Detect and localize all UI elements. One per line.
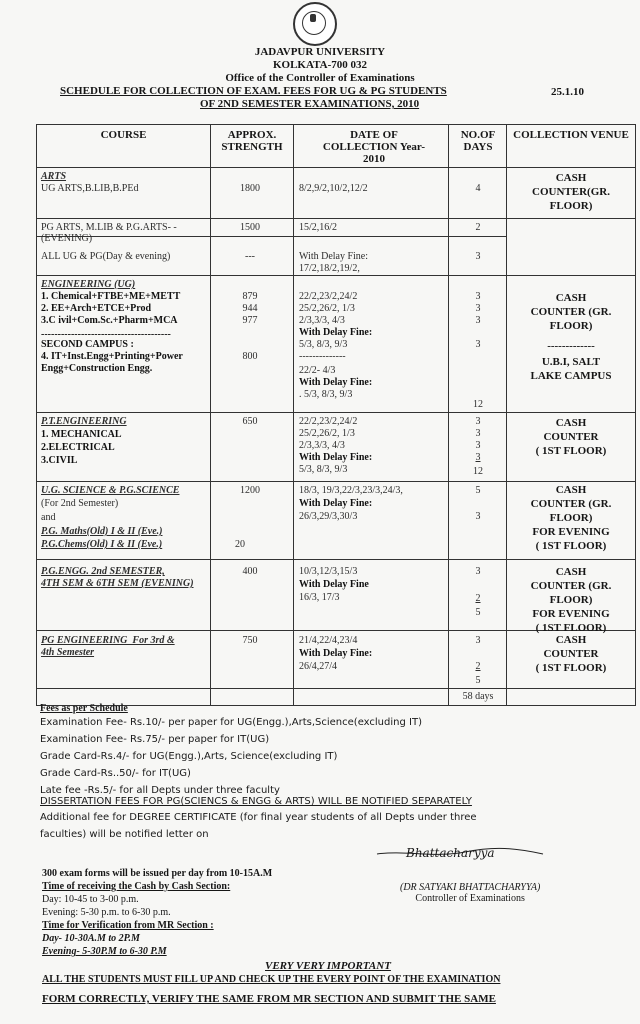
pg-maths-old: P.G. Maths(Old) I & II (Eve.) <box>41 526 163 537</box>
pg-eng34-strength: 750 <box>242 635 258 646</box>
pg-eng34-dates1: 21/4,22/4,23/4 <box>299 635 358 646</box>
col-date-header: DATE OF COLLECTION Year-2010 <box>322 129 426 165</box>
pt-row3: 3.CIVIL <box>41 455 78 466</box>
pg-eng34-total: 5 <box>475 675 481 686</box>
all-ug-pg-strength: --- <box>245 251 255 262</box>
pt-heading: P.T.ENGINEERING <box>41 416 127 427</box>
science-and: and <box>41 512 56 523</box>
eng-ug-row4b: Engg+Construction Engg. <box>41 363 153 374</box>
science-dates1: 18/3, 19/3,22/3,23/3,24/3, <box>299 485 403 496</box>
ug-arts-dates: 8/2,9/2,10/2,12/2 <box>299 183 368 194</box>
pg-engg-strength: 400 <box>242 566 258 577</box>
eng-ug-dates5: 22/2- 4/3 <box>299 365 336 376</box>
fee-line-2: Examination Fee- Rs.75/- per paper for IT(UG) <box>40 734 270 745</box>
verification-heading: Time for Verification from MR Section : <box>42 920 214 931</box>
eng-ug-strength1: 879 <box>242 291 258 302</box>
eng-ug-separator: --------------------------------------- <box>41 329 171 340</box>
pg-engg-total: 5 <box>475 607 481 618</box>
pg-engg-heading1: P.G.ENGG. 2nd SEMESTER, <box>41 566 165 577</box>
eng-ug-total-days: 12 <box>473 399 483 410</box>
eng-ug-dates3: 2/3,3/3, 4/3 <box>299 315 345 326</box>
grand-total-days: 58 days <box>462 691 494 702</box>
pg-engg-dates1: 10/3,12/3,15/3 <box>299 566 358 577</box>
eng-ug-row2: 2. EE+Arch+ETCE+Prod <box>41 303 152 314</box>
eng-ug-delay2-label: With Delay Fine: <box>299 377 373 388</box>
ug-arts-days: 4 <box>475 183 481 194</box>
pg-arts-course: PG ARTS, M.LIB & P.G.ARTS- - <box>41 222 177 233</box>
pg-eng34-heading1: PG ENGINEERING For 3rd & <box>41 635 175 646</box>
eng-ug-row1: 1. Chemical+FTBE+ME+METT <box>41 291 181 302</box>
schedule-title: SCHEDULE FOR COLLECTION OF EXAM. FEES FOR UG & PG STUDENTS <box>60 85 447 97</box>
schedule-table <box>36 124 636 706</box>
eng-ug-dates2: 25/2,26/2, 1/3 <box>299 303 355 314</box>
verification-day: Day- 10-30A.M to 2P.M <box>42 933 140 944</box>
important-heading: VERY VERY IMPORTANT <box>265 960 391 972</box>
eng-ug-venue2: U.B.I, SALT LAKE CAMPUS <box>530 356 612 382</box>
all-delay-dates: 17/2,18/2,19/2, <box>299 263 360 274</box>
pt-row1: 1. MECHANICAL <box>41 429 122 440</box>
pg-engg-days2: 2 <box>475 593 481 604</box>
office-line: Office of the Controller of Examinations <box>225 72 415 84</box>
all-ug-pg-course: ALL UG & PG(Day & evening) <box>41 251 171 262</box>
eng-ug-delay-dates: 5/3, 8/3, 9/3 <box>299 339 348 350</box>
eng-ug-dates6: . 5/3, 8/3, 9/3 <box>299 389 353 400</box>
fee-line-8: faculties) will be notified letter on <box>40 829 209 840</box>
cash-day-time: Day: 10-45 to 3-00 p.m. <box>42 894 139 905</box>
pt-days2: 3 <box>475 428 481 439</box>
pt-venue: CASH COUNTER ( 1ST FLOOR) <box>535 417 607 457</box>
second-campus-label: SECOND CAMPUS : <box>41 339 134 350</box>
schedule-subtitle: OF 2ND SEMESTER EXAMINATIONS, 2010 <box>200 98 420 110</box>
pt-dates2: 25/2,26/2, 1/3 <box>299 428 355 439</box>
eng-ug-days3: 3 <box>475 315 481 326</box>
eng-ug-delay-label: With Delay Fine: <box>299 327 373 338</box>
pt-days3: 3 <box>475 440 481 451</box>
science-venue: CASH COUNTER (GR. FLOOR) FOR EVENING ( 1ST FLOOR) <box>530 484 612 552</box>
notice-date: 25.1.10 <box>551 86 584 98</box>
pt-row2: 2.ELECTRICAL <box>41 442 115 453</box>
pg-chems-old: P.G.Chems(Old) I & II (Eve.) <box>41 539 163 550</box>
university-name: JADAVPUR UNIVERSITY <box>254 46 386 58</box>
all-delay-label: With Delay Fine: <box>299 251 369 262</box>
cash-evening-time: Evening: 5-30 p.m. to 6-30 p.m. <box>42 907 171 918</box>
fee-line-4: Grade Card-Rs..50/- for IT(UG) <box>40 768 191 779</box>
science-days1: 5 <box>475 485 481 496</box>
arts-venue: CASH COUNTER(GR. FLOOR) <box>532 172 610 212</box>
pg-eng34-delay-label: With Delay Fine: <box>299 648 373 659</box>
university-seal-logo <box>293 2 337 46</box>
col-days-header: NO.OF DAYS <box>460 129 496 153</box>
eng-ug-row4: 4. IT+Inst.Engg+Printing+Power <box>41 351 183 362</box>
eng-ug-dates1: 22/2,23/2,24/2 <box>299 291 358 302</box>
fee-line-5: Late fee -Rs.5/- for all Depts under three faculty <box>40 785 280 796</box>
science-strength: 1200 <box>240 485 260 496</box>
pg-eng34-heading2: 4th Semester <box>41 647 95 658</box>
fill-instruction: ALL THE STUDENTS MUST FILL UP AND CHECK UP THE EVERY POINT OF THE EXAMINATION <box>42 974 501 985</box>
science-delay-label: With Delay Fine: <box>299 498 373 509</box>
city-line: KOLKATA-700 032 <box>272 59 367 71</box>
eng-ug-days4: 3 <box>475 339 481 350</box>
signature: Bhattacharyya <box>406 846 495 860</box>
pg-arts-evening: (EVENING) <box>41 233 93 244</box>
arts-heading: ARTS <box>41 171 67 182</box>
eng-ug-strength3: 977 <box>242 315 258 326</box>
eng-ug-days2: 3 <box>475 303 481 314</box>
eng-ug-heading: ENGINEERING (UG) <box>41 279 136 290</box>
pg-eng34-days1: 3 <box>475 635 481 646</box>
pt-days4: 3 <box>475 452 481 463</box>
fees-heading: Fees as per Schedule <box>40 703 128 714</box>
cash-time-heading: Time of receiving the Cash by Cash Section: <box>42 881 231 892</box>
col-course-header: COURSE <box>100 129 147 141</box>
all-days: 3 <box>475 251 481 262</box>
fee-line-6: DISSERTATION FEES FOR PG(SCIENCS & ENGG & ARTS) WILL BE NOTIFIED SEPARATELY <box>40 796 472 807</box>
pg-eng34-venue: CASH COUNTER ( 1ST FLOOR) <box>535 634 607 674</box>
ug-arts-course: UG ARTS,B.LIB,B.PEd <box>41 183 139 194</box>
verification-evening: Evening- 5-30P.M to 6-30 P.M <box>42 946 167 957</box>
eng-ug-row3: 3.C ivil+Com.Sc.+Pharm+MCA <box>41 315 178 326</box>
pt-delay-dates: 5/3, 8/3, 9/3 <box>299 464 348 475</box>
seal-emblem-icon <box>310 14 316 22</box>
pt-dates1: 22/2,23/2,24/2 <box>299 416 358 427</box>
col-venue-header: COLLECTION VENUE <box>513 129 629 141</box>
pt-dates3: 2/3,3/3, 4/3 <box>299 440 345 451</box>
pg-arts-dates: 15/2,16/2 <box>299 222 338 233</box>
pg-arts-strength: 1500 <box>240 222 260 233</box>
pg-engg-heading2: 4TH SEM & 6TH SEM (EVENING) <box>41 578 194 589</box>
eng-ug-venue1: CASH COUNTER (GR. FLOOR) <box>530 292 612 332</box>
eng-ug-strength2: 944 <box>242 303 258 314</box>
pg-arts-days: 2 <box>475 222 481 233</box>
pg-eng34-dates2: 26/4,27/4 <box>299 661 338 672</box>
pg-eng34-days2: 2 <box>475 661 481 672</box>
pg-engg-venue: CASH COUNTER (GR. FLOOR) FOR EVENING ( 1ST FLOOR) <box>530 566 612 634</box>
ug-arts-strength: 1800 <box>240 183 260 194</box>
col-strength-header: APPROX. STRENGTH <box>221 129 283 153</box>
controller-name: (DR SATYAKI BHATTACHARYYA) <box>400 882 541 893</box>
verify-instruction: FORM CORRECTLY, VERIFY THE SAME FROM MR SECTION AND SUBMIT THE SAME <box>42 993 496 1005</box>
science-dates2: 26/3,29/3,30/3 <box>299 511 358 522</box>
controller-block <box>400 882 540 904</box>
science-strength2: 20 <box>235 539 245 550</box>
controller-role: Controller of Examinations <box>415 893 525 904</box>
pt-days1: 3 <box>475 416 481 427</box>
fee-line-3: Grade Card-Rs.4/- for UG(Engg.),Arts, Science(excluding IT) <box>40 751 338 762</box>
science-sub: (For 2nd Semester) <box>41 498 119 509</box>
fee-line-7: Additional fee for DEGREE CERTIFICATE (for final year students of all Depts under three <box>40 812 477 823</box>
pg-engg-delay-label: With Delay Fine <box>299 579 369 590</box>
pg-engg-days1: 3 <box>475 566 481 577</box>
science-days2: 3 <box>475 511 481 522</box>
pt-delay-label: With Delay Fine: <box>299 452 373 463</box>
pg-engg-dates2: 16/3, 17/3 <box>299 592 340 603</box>
science-heading: U.G. SCIENCE & P.G.SCIENCE <box>41 485 180 496</box>
eng-ug-dash2: -------------- <box>299 351 346 362</box>
pt-strength: 650 <box>242 416 258 427</box>
pt-total-days: 12 <box>473 466 483 477</box>
eng-ug-days1: 3 <box>475 291 481 302</box>
eng-ug-strength4: 800 <box>242 351 258 362</box>
forms-note: 300 exam forms will be issued per day from 10-15A.M <box>42 868 273 879</box>
fee-line-1: Examination Fee- Rs.10/- per paper for UG(Engg.),Arts,Science(excluding IT) <box>40 717 422 728</box>
eng-ug-venue-sep: ------------- <box>547 340 595 352</box>
